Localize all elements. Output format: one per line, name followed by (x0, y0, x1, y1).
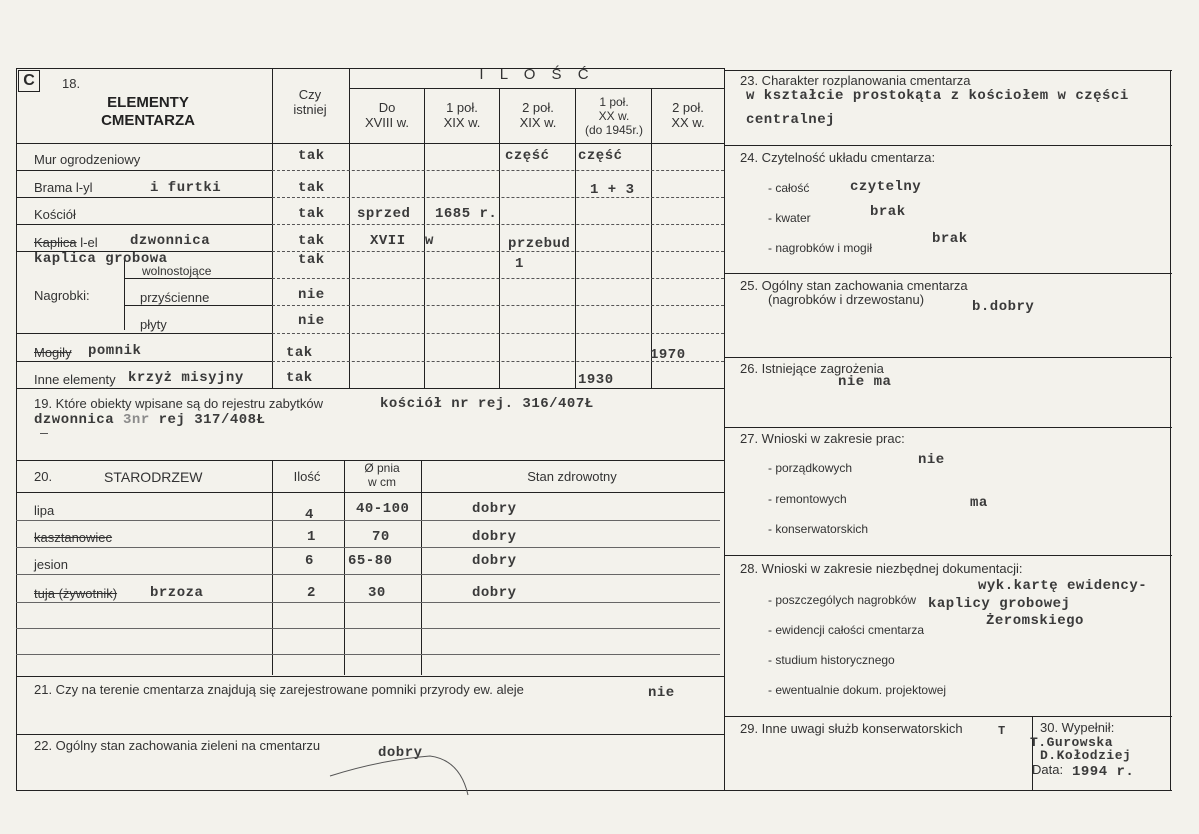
row-mur-c3: część (578, 148, 623, 164)
s28-item4: - ewentualnie dokum. projektowej (768, 683, 947, 697)
tree-3-name-typed: brzoza (150, 585, 204, 601)
row-line-6 (124, 305, 272, 306)
s25-label2: (nagrobków i drzewostanu) (768, 292, 925, 307)
col-2pol20-header: 2 poł. XX w. (671, 100, 705, 130)
frame-bottom (16, 790, 1172, 791)
row-mur-label: Mur ogrodzeniowy (34, 152, 141, 167)
row-mogily-czy: tak (286, 345, 313, 361)
row-mur-czy: tak (298, 148, 325, 164)
s21-value: nie (648, 685, 675, 701)
row-kaplica-typed: dzwonnica (130, 233, 211, 249)
s28-item3: - studium historycznego (768, 653, 895, 667)
s19-typed1: kościół nr rej. 316/407Ł (380, 396, 594, 412)
row-brama-typed: i furtki (150, 180, 222, 196)
s24-label: 24. Czytelność układu cmentarza: (740, 150, 936, 165)
tree-1-ilosc: 1 (307, 529, 316, 545)
s25-label1: 25. Ogólny stan zachowania cmentarza (740, 278, 968, 293)
row-kaplica-c2: przebud (508, 236, 571, 252)
s20-row-line-4 (16, 602, 720, 603)
plyty-czy: nie (298, 313, 325, 329)
row-line-1 (16, 170, 272, 171)
s28-typed1: wyk.kartę ewidency- (978, 578, 1148, 594)
przyscienne-label: przyścienne (140, 290, 210, 305)
row-kaplica-grob-czy: tak (298, 252, 325, 268)
pen-stroke-mark (320, 740, 480, 800)
corner-letter-box: C (18, 70, 40, 92)
row-inne-label: Inne elementy (34, 372, 116, 387)
row-line-2 (16, 197, 272, 198)
tree-2-stan: dobry (472, 553, 517, 569)
s27-value2: ma (970, 495, 988, 511)
row-brama-label: Brama l-yl (34, 180, 93, 195)
s20-bottom (16, 676, 724, 677)
s18-ilosc-line (349, 88, 724, 89)
s26-bottom (724, 427, 1172, 428)
s18-vline-3 (575, 88, 576, 388)
row-mogily-label: Mogiły (34, 345, 72, 360)
s28-typed3: Żeromskiego (986, 613, 1084, 629)
row-brama-c3: 1 + 3 (590, 182, 635, 198)
s18-title: ELEMENTY CMENTARZA (101, 94, 195, 129)
s26-value: nie ma (838, 374, 892, 390)
row-inne-c3: 1930 (578, 372, 614, 388)
s20-row-line-2 (16, 547, 720, 548)
s30-data-label: Data: (1032, 762, 1064, 777)
tree-3-name-struck: tuja (żywotnik) (34, 586, 118, 601)
row-wolno-label: wolnostojące (142, 264, 212, 278)
s24-bottom (724, 273, 1172, 274)
s19-label: 19. Które obiekty wpisane są do rejestru zabytków (34, 396, 324, 411)
col-1pol20-header: 1 poł. XX w. (do 1945r.) (584, 95, 644, 137)
tree-1-name: kasztanowiec (34, 530, 113, 545)
tree-2-name: jesion (34, 557, 68, 572)
tree-3-stan: dobry (472, 585, 517, 601)
col-1pol19-header: 1 poł. XIX w. (443, 100, 481, 130)
row-kaplica-c0: XVII (370, 233, 406, 249)
s23-bottom (724, 145, 1172, 146)
dash-6 (272, 305, 724, 306)
s24-kwater-value: brak (870, 204, 906, 220)
plyty-label: płyty (140, 317, 167, 332)
s28-label: 28. Wnioski w zakresie niezbędnej dokumentacji: (740, 561, 1023, 576)
row-line-8 (16, 361, 272, 362)
s21-label: 21. Czy na terenie cmentarza znajdują się zarejestrowane pomniki przyrody ew. aleje (34, 682, 524, 697)
s18-vline-label (272, 68, 273, 388)
row-kaplica-grob-c2: 1 (515, 256, 524, 272)
s30-name1: T.Gurowska (1030, 735, 1114, 750)
s20-col-ilosc: Ilość (293, 469, 321, 484)
s27-label: 27. Wnioski w zakresie prac: (740, 431, 905, 446)
tree-2-ilosc: 6 (305, 553, 314, 569)
s20-row-line-5 (16, 628, 720, 629)
dash-2 (272, 197, 724, 198)
tree-0-name: lipa (34, 503, 55, 518)
s19-typed2: dzwonnica 3nr rej 317/408Ł (34, 412, 266, 428)
s20-col-stan: Stan zdrowotny (527, 469, 617, 484)
przyscienne-czy: nie (298, 287, 325, 303)
row-line-7 (16, 333, 272, 334)
row-kaplica-label: Kaplica l-el (34, 235, 98, 250)
row-inne-czy: tak (286, 370, 313, 386)
s27-bottom (724, 555, 1172, 556)
s28-typed2: kaplicy grobowej (928, 596, 1071, 612)
s18-number: 18. (62, 76, 81, 91)
s29-label: 29. Inne uwagi służb konserwatorskich (740, 721, 963, 736)
tree-3-ilosc: 2 (307, 585, 316, 601)
tree-1-stan: dobry (472, 529, 517, 545)
s26-label: 26. Istniejące zagrożenia (740, 361, 884, 376)
s18-vline-2 (499, 88, 500, 388)
s22-value: dobry (378, 745, 423, 761)
s28-item2: - ewidencji całości cmentarza (768, 623, 925, 637)
row-mur-c2: część (505, 148, 550, 164)
row-inne-typed: krzyż misyjny (128, 370, 244, 386)
s28-bottom (724, 716, 1172, 717)
row-kaplica-grob-typed: kaplica grobowa (34, 251, 168, 267)
tree-0-pien: 40-100 (356, 501, 410, 517)
s23-typed1: w kształcie prostokąta z kościołem w części (746, 88, 1129, 104)
s24-nagrob-value: brak (932, 231, 968, 247)
s18-header-bottom (16, 143, 724, 144)
dash-1 (272, 170, 724, 171)
s21-bottom (16, 734, 724, 735)
s20-row-line-6 (16, 654, 720, 655)
s20-col-pnia: Ø pnia w cm (364, 461, 400, 489)
s24-nagrob: - nagrobków i mogił (768, 241, 873, 255)
s20-row-line-1 (16, 520, 720, 521)
row-kaplica-czy: tak (298, 233, 325, 249)
s23-typed2: centralnej (746, 112, 836, 128)
s30-data-value: 1994 r. (1072, 764, 1135, 780)
s24-calosc-value: czytelny (850, 179, 922, 195)
tree-3-pien: 30 (368, 585, 386, 601)
s25-value: b.dobry (972, 299, 1035, 315)
s20-header-bottom (16, 492, 724, 493)
row-line-5 (124, 278, 272, 279)
s20-title: STARODRZEW (104, 469, 203, 485)
s24-kwater: - kwater (768, 211, 811, 225)
s20-row-line-3 (16, 574, 720, 575)
dash-5 (272, 278, 724, 279)
s19-mark (40, 433, 48, 434)
col-czy-header: Czy istniej (293, 87, 327, 117)
s27-value1: nie (918, 452, 945, 468)
s30-label: 30. Wypełnił: (1040, 720, 1115, 735)
s27-remont: - remontowych (768, 492, 847, 506)
s18-bottom (16, 388, 724, 389)
row-kosciol-c0: sprzed (357, 206, 411, 222)
row-kosciol-c1: 1685 r. (435, 206, 498, 222)
dash-4 (272, 251, 724, 252)
row-kosciol-czy: tak (298, 206, 325, 222)
frame-middle (724, 68, 725, 791)
tree-1-pien: 70 (372, 529, 390, 545)
s18-vline-czy (349, 68, 350, 388)
frame-left (16, 68, 17, 791)
row-mogily-c4: 1970 (650, 347, 686, 363)
nagrobki-bracket (124, 258, 125, 330)
col-do18-header: Do XVIII w. (364, 100, 410, 130)
s24-calosc: - całość (768, 181, 810, 195)
col-ilosc-header: I L O Ś Ć (479, 66, 595, 83)
nagrobki-label: Nagrobki: (34, 288, 90, 303)
s28-item1: - poszczególych nagrobków (768, 593, 917, 607)
s22-label: 22. Ogólny stan zachowania zieleni na cmentarzu (34, 738, 321, 753)
row-line-3 (16, 224, 272, 225)
row-mogily-typed: pomnik (88, 343, 142, 359)
tree-2-pien: 65-80 (348, 553, 393, 569)
tree-0-ilosc: 4 (305, 507, 314, 523)
row-brama-czy: tak (298, 180, 325, 196)
row-kaplica-c0b: w (425, 233, 434, 249)
s29-typed: T (998, 724, 1006, 738)
tree-0-stan: dobry (472, 501, 517, 517)
s30-name2: D.Kołodziej (1040, 748, 1132, 763)
row-kosciol-label: Kościół (34, 207, 76, 222)
frame-top-right (724, 70, 1172, 71)
s27-konserw: - konserwatorskich (768, 522, 869, 536)
dash-3 (272, 224, 724, 225)
col-2pol19-header: 2 poł. XIX w. (519, 100, 557, 130)
s20-number: 20. (34, 469, 53, 484)
frame-right (1170, 70, 1171, 791)
s23-label: 23. Charakter rozplanowania cmentarza (740, 73, 971, 88)
s25-bottom (724, 357, 1172, 358)
s30-divider (1032, 716, 1033, 791)
s27-porz: - porządkowych (768, 461, 853, 475)
dash-7 (272, 333, 724, 334)
s18-vline-4 (651, 88, 652, 388)
